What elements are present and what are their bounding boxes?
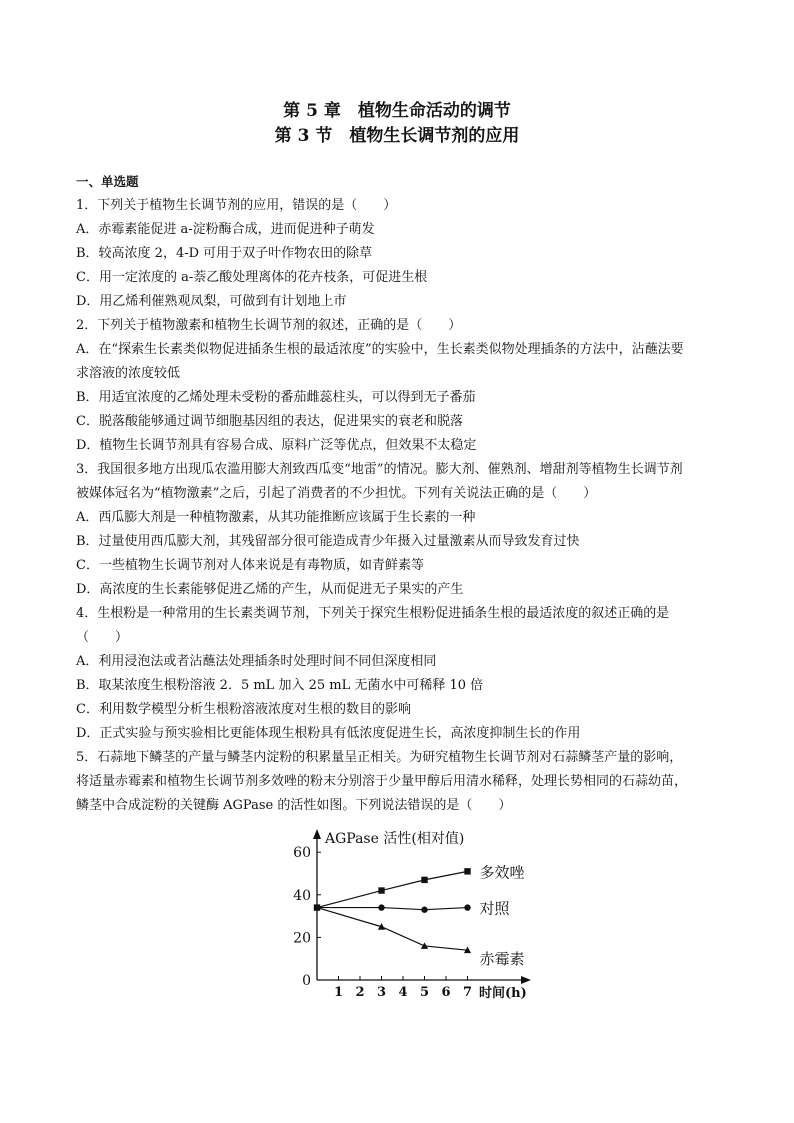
y-tick-label: 20 — [293, 930, 311, 947]
question-line: D．植物生长调节剂具有容易合成、原料广泛等优点，但效果不太稳定 — [76, 438, 477, 453]
y-axis-label: AGPase 活性(相对值) — [325, 831, 465, 847]
series-label: 赤霉素 — [479, 950, 525, 969]
series-point — [421, 907, 427, 913]
question-line: 5．石蒜地下鳞茎的产量与鳞茎内淀粉的积累量呈正相关。为研究植物生长调节剂对石蒜鳞茎产量的影响， — [76, 750, 683, 765]
series-label: 对照 — [479, 899, 510, 918]
y-tick-label: 60 — [293, 845, 311, 862]
question-line: D．用乙烯利催熟观凤梨，可做到有计划地上市 — [76, 294, 347, 309]
question-line: C．一些植物生长调节剂对人体来说是有毒物质，如青鲜素等 — [76, 558, 424, 573]
series-point — [464, 904, 470, 910]
y-tick-label: 40 — [293, 887, 311, 904]
question-line: （ ） — [76, 630, 129, 645]
series-point — [421, 877, 427, 883]
question-line: 3．我国很多地方出现瓜农滥用膨大剂致西瓜变“地雷”的情况。膨大剂、催熟剂、增甜剂等植物生长调节剂 — [76, 462, 683, 477]
x-tick-label: 1 — [333, 985, 344, 1000]
chapter-title: 第 5 章 植物生命活动的调节 — [283, 101, 511, 121]
chart-series — [314, 863, 526, 968]
question-line: 4．生根粉是一种常用的生长素类调节剂，下列关于探究生根粉促进插条生根的最适浓度的叙述正确的是 — [76, 606, 670, 621]
section-heading: 一、单选题 — [76, 174, 139, 189]
series-line-3 — [317, 908, 468, 951]
x-tick-label: 6 — [441, 985, 451, 1000]
question-line: B．过量使用西瓜膨大剂，其残留部分很可能造成青少年摄入过量激素从而导致发育过快 — [76, 534, 580, 549]
series-point — [378, 904, 384, 910]
x-axis-arrow — [521, 976, 531, 984]
y-tick-label: 0 — [302, 973, 311, 989]
x-tick-label: 4 — [398, 985, 408, 1000]
question-line: B．用适宜浓度的乙烯处理未受粉的番茄雌蕊柱头，可以得到无子番茄 — [76, 390, 476, 405]
series-line-2 — [317, 908, 468, 910]
question-line: A．在“探索生长素类似物促进插条生根的最适浓度”的实验中，生长素类似物处理插条的方法中，沾蘸法要 — [76, 342, 684, 357]
question-line: A．利用浸泡法或者沾蘸法处理插条时处理时间不同但深度相同 — [76, 654, 437, 669]
question-line: A．西瓜膨大剂是一种植物激素，从其功能推断应该属于生长素的一种 — [76, 510, 476, 525]
question-line: B．取某浓度生根粉溶液 2．5 mL 加入 25 mL 无菌水中可稀释 10 倍 — [76, 678, 484, 693]
question-line: 鳞茎中合成淀粉的关键酶 AGPase 的活性如图。下列说法错误的是（ ） — [76, 798, 512, 813]
question-line: A．赤霉素能促进 a-淀粉酶合成，进而促进种子萌发 — [76, 222, 375, 237]
question-line: D．正式实验与预实验相比更能体现生根粉具有低浓度促进生长，高浓度抑制生长的作用 — [76, 726, 581, 741]
question-line: D．高浓度的生长素能够促进乙烯的产生，从而促进无子果实的产生 — [76, 582, 464, 597]
series-point — [464, 868, 470, 874]
question-line: 将适量赤霉素和植物生长调节剂多效唑的粉末分别溶于少量甲醇后用清水稀释，处理长势相同的石蒜幼苗， — [76, 774, 688, 789]
agpase-activity-chart — [285, 825, 555, 1000]
question-line: 求溶液的浓度较低 — [76, 366, 181, 381]
question-line: C．利用数学模型分析生根粉溶液浓度对生根的数目的影响 — [76, 702, 411, 717]
y-axis-arrow — [313, 829, 321, 839]
question-line: 被媒体冠名为“植物激素”之后，引起了消费者的不少担忧。下列有关说法正确的是（ ） — [76, 486, 597, 501]
question-line: B．较高浓度 2，4-D 可用于双子叶作物农田的除草 — [76, 246, 373, 261]
x-tick-label: 7 — [462, 985, 473, 1000]
question-line: 1．下列关于植物生长调节剂的应用，错误的是（ ） — [76, 198, 397, 213]
series-point — [378, 887, 384, 893]
x-tick-label: 3 — [376, 985, 387, 1000]
question-line: C．用一定浓度的 a-萘乙酸处理离体的花卉枝条，可促进生根 — [76, 270, 428, 285]
series-origin-point — [314, 904, 320, 910]
question-line: 2．下列关于植物激素和植物生长调节剂的叙述，正确的是（ ） — [76, 318, 462, 333]
series-label: 多效唑 — [479, 863, 525, 882]
x-tick-label: 2 — [355, 985, 365, 1000]
series-line-1 — [317, 871, 468, 907]
chart-ticks — [293, 845, 472, 1000]
section-title: 第 3 节 植物生长调节剂的应用 — [274, 126, 520, 146]
x-tick-label: 5 — [419, 985, 430, 1000]
question-line: C．脱落酸能够通过调节细胞基因组的表达，促进果实的衰老和脱落 — [76, 414, 463, 429]
x-axis-label: 时间(h) — [479, 986, 527, 1000]
